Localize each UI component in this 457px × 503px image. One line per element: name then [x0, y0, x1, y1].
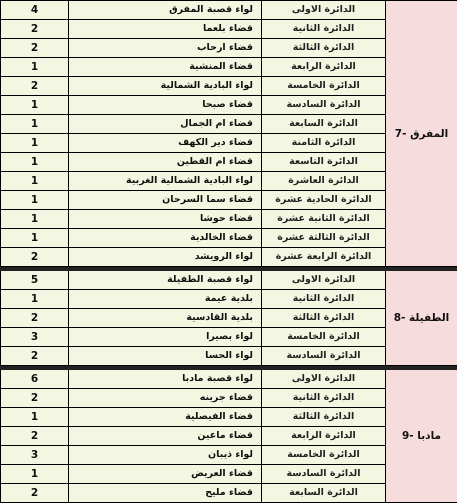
district-cell: الدائرة الثالثة عشرة	[262, 229, 386, 248]
district-cell: الدائرة السابعة	[262, 484, 386, 503]
area-name-cell: قضاء ام القطين	[69, 153, 262, 172]
area-name-cell: لواء البادية الشمالية الغربية	[69, 172, 262, 191]
seats-cell: 1	[1, 191, 69, 210]
seats-cell: 4	[1, 1, 69, 20]
area-name-cell: لواء ذيبان	[69, 446, 262, 465]
district-cell: الدائرة الثالثة	[262, 39, 386, 58]
seats-cell: 1	[1, 290, 69, 309]
district-cell: الدائرة الرابعة عشرة	[262, 248, 386, 267]
district-cell: الدائرة السابعة	[262, 115, 386, 134]
district-cell: الدائرة الثالثة	[262, 309, 386, 328]
area-name-cell: قضاء الفيصلية	[69, 408, 262, 427]
seats-cell: 1	[1, 134, 69, 153]
district-cell: الدائرة العاشرة	[262, 172, 386, 191]
seats-cell: 6	[1, 370, 69, 389]
seats-cell: 2	[1, 347, 69, 366]
district-cell: الدائرة الثانية	[262, 389, 386, 408]
seats-cell: 3	[1, 328, 69, 347]
area-name-cell: لواء قصبة الطفيلة	[69, 271, 262, 290]
area-name-cell: قضاء ارحاب	[69, 39, 262, 58]
area-name-cell: قضاء العريض	[69, 465, 262, 484]
area-name-cell: قضاء المنشية	[69, 58, 262, 77]
district-cell: الدائرة الاولى	[262, 370, 386, 389]
district-cell: الدائرة الثانية	[262, 290, 386, 309]
seats-cell: 2	[1, 389, 69, 408]
district-cell: الدائرة السادسة	[262, 96, 386, 115]
area-name-cell: قضاء بلعما	[69, 20, 262, 39]
district-cell: الدائرة الرابعة	[262, 427, 386, 446]
area-name-cell: قضاء صبحا	[69, 96, 262, 115]
seats-cell: 1	[1, 172, 69, 191]
seats-cell: 3	[1, 446, 69, 465]
area-name-cell: قضاء حوشا	[69, 210, 262, 229]
area-name-cell: لواء البادية الشمالية	[69, 77, 262, 96]
seats-cell: 2	[1, 248, 69, 267]
seats-cell: 2	[1, 20, 69, 39]
district-cell: الدائرة السادسة	[262, 465, 386, 484]
area-name-cell: لواء قصبة المفرق	[69, 1, 262, 20]
seats-cell: 1	[1, 58, 69, 77]
seats-cell: 5	[1, 271, 69, 290]
seats-cell: 2	[1, 39, 69, 58]
seats-cell: 2	[1, 427, 69, 446]
area-name-cell: بلدية عيمة	[69, 290, 262, 309]
seats-cell: 1	[1, 229, 69, 248]
district-cell: الدائرة الخامسة	[262, 77, 386, 96]
area-name-cell: قضاء ام الجمال	[69, 115, 262, 134]
governorate-cell: 9- مادبا	[386, 370, 457, 503]
district-cell: الدائرة الاولى	[262, 1, 386, 20]
area-name-cell: قضاء مليح	[69, 484, 262, 503]
governorate-cell: 8- الطفيلة	[386, 271, 457, 366]
table-body	[1, 1, 457, 503]
area-name-cell: قضاء ماعين	[69, 427, 262, 446]
district-cell: الدائرة الحادية عشرة	[262, 191, 386, 210]
seats-cell: 1	[1, 153, 69, 172]
district-cell: الدائرة الخامسة	[262, 446, 386, 465]
seats-cell: 2	[1, 77, 69, 96]
area-name-cell: لواء بصيرا	[69, 328, 262, 347]
table-row	[1, 370, 457, 389]
governorate-cell: 7- المفرق	[386, 1, 457, 267]
seats-cell: 1	[1, 210, 69, 229]
seats-cell: 1	[1, 408, 69, 427]
area-name-cell: قضاء دير الكهف	[69, 134, 262, 153]
table-row	[1, 1, 457, 20]
area-name-cell: بلدية القادسية	[69, 309, 262, 328]
area-name-cell: لواء الحسا	[69, 347, 262, 366]
district-cell: الدائرة الاولى	[262, 271, 386, 290]
seats-cell: 1	[1, 96, 69, 115]
area-name-cell: قضاء سما السرحان	[69, 191, 262, 210]
district-cell: الدائرة الثانية	[262, 20, 386, 39]
table-row	[1, 271, 457, 290]
seats-cell: 1	[1, 465, 69, 484]
district-cell: الدائرة الثانية عشرة	[262, 210, 386, 229]
area-name-cell: قضاء جرينه	[69, 389, 262, 408]
district-cell: الدائرة السادسة	[262, 347, 386, 366]
area-name-cell: لواء الرويشد	[69, 248, 262, 267]
district-cell: الدائرة الثالثة	[262, 408, 386, 427]
area-name-cell: قضاء الخالدية	[69, 229, 262, 248]
seats-cell: 2	[1, 484, 69, 503]
district-cell: الدائرة الثامنة	[262, 134, 386, 153]
district-cell: الدائرة الخامسة	[262, 328, 386, 347]
seats-cell: 1	[1, 115, 69, 134]
district-cell: الدائرة الرابعة	[262, 58, 386, 77]
area-name-cell: لواء قصبة مادبا	[69, 370, 262, 389]
seats-cell: 2	[1, 309, 69, 328]
district-cell: الدائرة التاسعة	[262, 153, 386, 172]
